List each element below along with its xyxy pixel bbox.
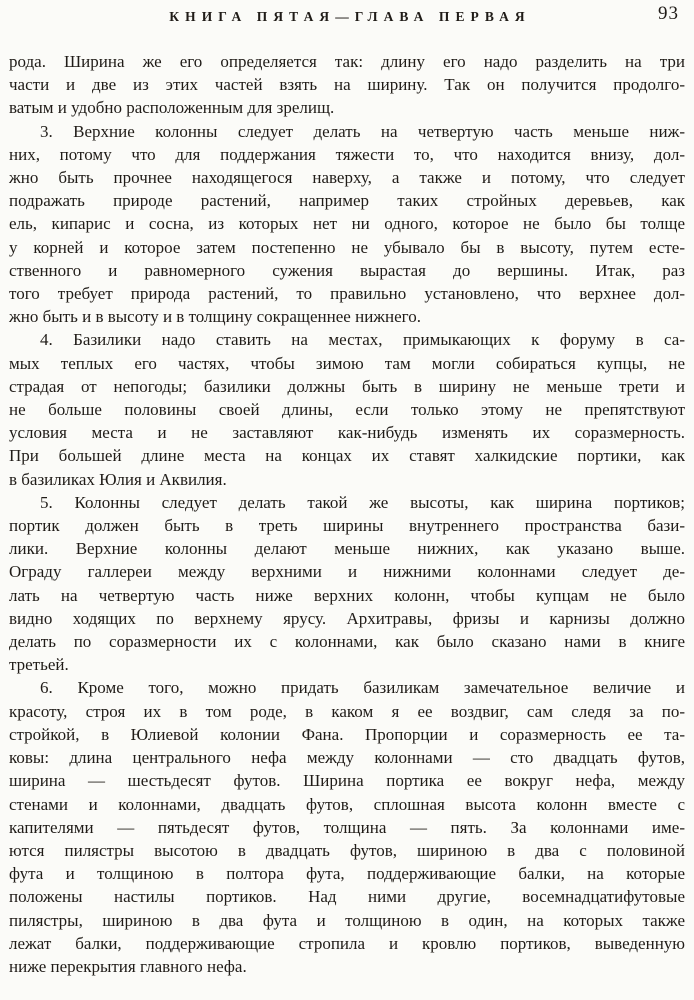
text-line: ются пилястры высотою в двадцать футов, шириною в два с половиной: [9, 840, 685, 860]
text-line: в базиликах Юлия и Аквилия.: [9, 469, 227, 489]
text-line: третьей.: [9, 655, 69, 675]
text-line: лать на четвертую часть ниже верхних колонн, чтобы купцам не было: [9, 585, 685, 605]
running-title: КНИГА ПЯТАЯ—ГЛАВА ПЕРВАЯ: [169, 9, 531, 24]
text-line: При большей длине места на концах их ставят халкидские портики, как: [9, 446, 685, 466]
text-line: подражать природе растений, например таких стройных деревьев, как: [9, 191, 685, 211]
text-line: капителями — пятьдесят футов, толщина — пять. За колоннами име-: [9, 817, 685, 837]
text-line: 4. Базилики надо ставить на местах, примыкающих к форуму в са-: [40, 330, 685, 350]
text-line: ниже перекрытия главного нефа.: [9, 956, 247, 976]
page-number: 93: [658, 3, 679, 24]
text-line: рода. Ширина же его определяется так: длину его надо разделить на три: [9, 52, 685, 71]
text-line: 6. Кроме того, можно придать базиликам замечательное величие и: [40, 678, 685, 698]
text-line: у корней и которое затем постепенно не убывало бы в высоту, путем есте-: [9, 237, 685, 257]
page-header: [0, 0, 694, 35]
text-body: [0, 50, 694, 978]
text-line: фута и толщиною в полтора фута, поддерживающие балки, на которые: [9, 864, 685, 884]
text-line: пилястры, шириною в два фута и толщиною в один, на которых также: [9, 910, 685, 930]
text-line: ковы: длина центрального нефа между колоннами — сто двадцать футов,: [9, 748, 685, 768]
text-line: того требует природа растений, то правильно установлено, что верхнее дол-: [9, 284, 685, 304]
text-line: ственного и равномерного сужения вырастая до вершины. Итак, раз: [9, 260, 685, 280]
text-line: стройкой, в Юлиевой колонии Фана. Пропорции и соразмерность ее та-: [9, 724, 685, 744]
text-line: страдая от непогоды; базилики должны быть в ширину не меньше трети и: [9, 376, 685, 396]
text-line: стенами и колоннами, двадцать футов, сплошная высота колонн вместе с: [9, 794, 685, 814]
text-line: Ограду галлереи между верхними и нижними колоннами следует де-: [9, 562, 685, 582]
text-line: ель, кипарис и сосна, из которых нет ни одного, которое не было бы толще: [9, 214, 685, 234]
text-line: красоту, строя их в том роде, в каком я ее воздвиг, сам следя за по-: [9, 701, 685, 721]
text-line: мых теплых его частях, чтобы зимою там могли собираться купцы, не: [9, 353, 685, 373]
text-line: портик должен быть в треть ширины внутреннего пространства бази-: [9, 516, 685, 536]
text-line: лежат балки, поддерживающие стропила и кровлю портиков, выведенную: [9, 933, 685, 953]
text-line: положены настилы портиков. Над ними другие, восемнадцатифутовые: [9, 887, 685, 907]
text-line: ширина — шестьдесят футов. Ширина портика ее вокруг нефа, между: [9, 771, 685, 791]
text-line: ватым и удобно расположенным для зрелищ.: [9, 98, 335, 118]
paragraph: [9, 676, 685, 978]
text-line: не больше половины своей длины, если только этому не препятствуют: [9, 400, 685, 420]
text-line: условия места и не заставляют как-нибудь изменять их соразмерность.: [9, 423, 685, 443]
paragraph: [9, 491, 685, 677]
paragraph: [9, 50, 685, 120]
text-line: видно ходящих по верхнему ярусу. Архитравы, фризы и карнизы должно: [9, 608, 685, 628]
text-line: жно быть прочнее находящегося наверху, а также и потому, что следует: [9, 168, 685, 188]
text-line: части и две из этих частей взять на ширину. Так он получится продолго-: [9, 75, 685, 95]
text-line: делать по соразмерности их с колоннами, как было сказано нами в книге: [9, 632, 685, 652]
text-line: лики. Верхние колонны делают меньше нижних, как указано выше.: [9, 539, 685, 559]
text-line: них, потому что для поддержания тяжести то, что находится внизу, дол-: [9, 144, 685, 164]
text-line: жно быть и в высоту и в толщину сокращеннее нижнего.: [9, 307, 421, 327]
paragraph: [9, 120, 685, 329]
paragraph: [9, 328, 685, 490]
text-line: 5. Колонны следует делать такой же высоты, как ширина портиков;: [40, 492, 685, 512]
text-line: 3. Верхние колонны следует делать на четвертую часть меньше ниж-: [40, 121, 685, 141]
